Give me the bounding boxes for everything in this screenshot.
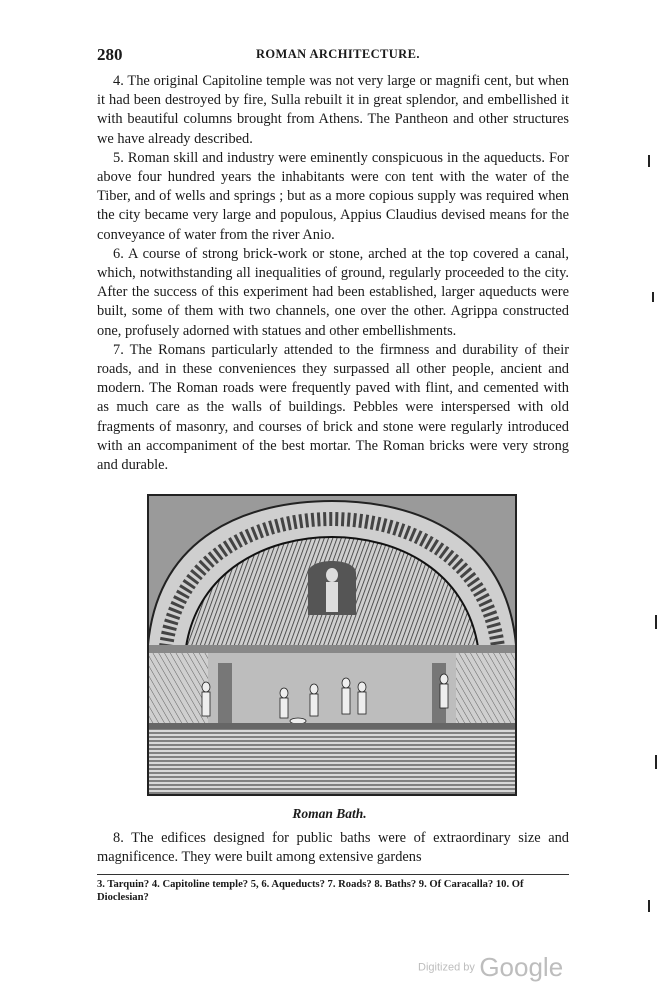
body-text <box>97 72 569 475</box>
scan-mark <box>655 615 657 629</box>
footnote-questions: 3. Tarquin? 4. Capitoline temple? 5, 6. Aqueducts? 7. Roads? 8. Baths? 9. Of Caracalla? 10. Of Dioclesian? <box>97 879 524 903</box>
running-head: ROMAN ARCHITECTURE. <box>256 47 420 61</box>
paragraph-7: 7. The Romans particularly attended to the firmness and durability of their roads, and in these conveniences they surpassed all other people, ancient and modern. The Roman roads were frequently paved with flint, and cemented with as much care as the walls of buildings. Pebbles were interspersed with old fragments of masonry, and courses of brick and stone were regularly introduced with an accompaniment of the best mortar. The Roman bricks were very strong and durable. <box>97 341 569 474</box>
paragraph-6: 6. A course of strong brick-work or stone, arched at the top covered a canal, which, notwithstanding all inequalities of ground, regularly proceeded to the city. After the success of this experiment had been established, larger aqueducts were built, some of them with two channels, one over the other. Agrippa constructed one, profusely adorned with statues and other embellishments. <box>97 245 569 339</box>
scan-mark <box>655 755 657 769</box>
figure-caption: Roman Bath. <box>292 806 367 821</box>
watermark-prefix: Digitized by <box>418 961 475 974</box>
page-number: 280 <box>97 45 123 64</box>
paragraph-5: 5. Roman skill and industry were eminently conspicuous in the aqueducts. For above four hundred years the inhabitants were con tent with the water of the Tiber, and of wells and springs ; but as a more copious supply was required when the city became very large and populous, Appius Claudius devised means for the conveyance of water from the river Anio. <box>97 149 569 243</box>
paragraph-4: 4. The original Capitoline temple was not very large or magnifi cent, but when it had been destroyed by fire, Sulla rebuilt it in great splendor, and embellished it with beautiful columns brought from Athens. The Pantheon and other structures we have already described. <box>97 73 569 147</box>
scan-mark <box>648 155 650 167</box>
paragraph-8: 8. The edifices designed for public baths were of extraordinary size and magnificence. They were built among extensive gardens <box>97 830 569 866</box>
roman-bath-engraving <box>147 494 517 796</box>
scan-mark <box>648 900 650 912</box>
scan-mark <box>652 292 654 302</box>
google-digitized-watermark <box>418 952 563 983</box>
footnote-rule <box>97 874 569 875</box>
watermark-brand: Google <box>479 952 564 982</box>
